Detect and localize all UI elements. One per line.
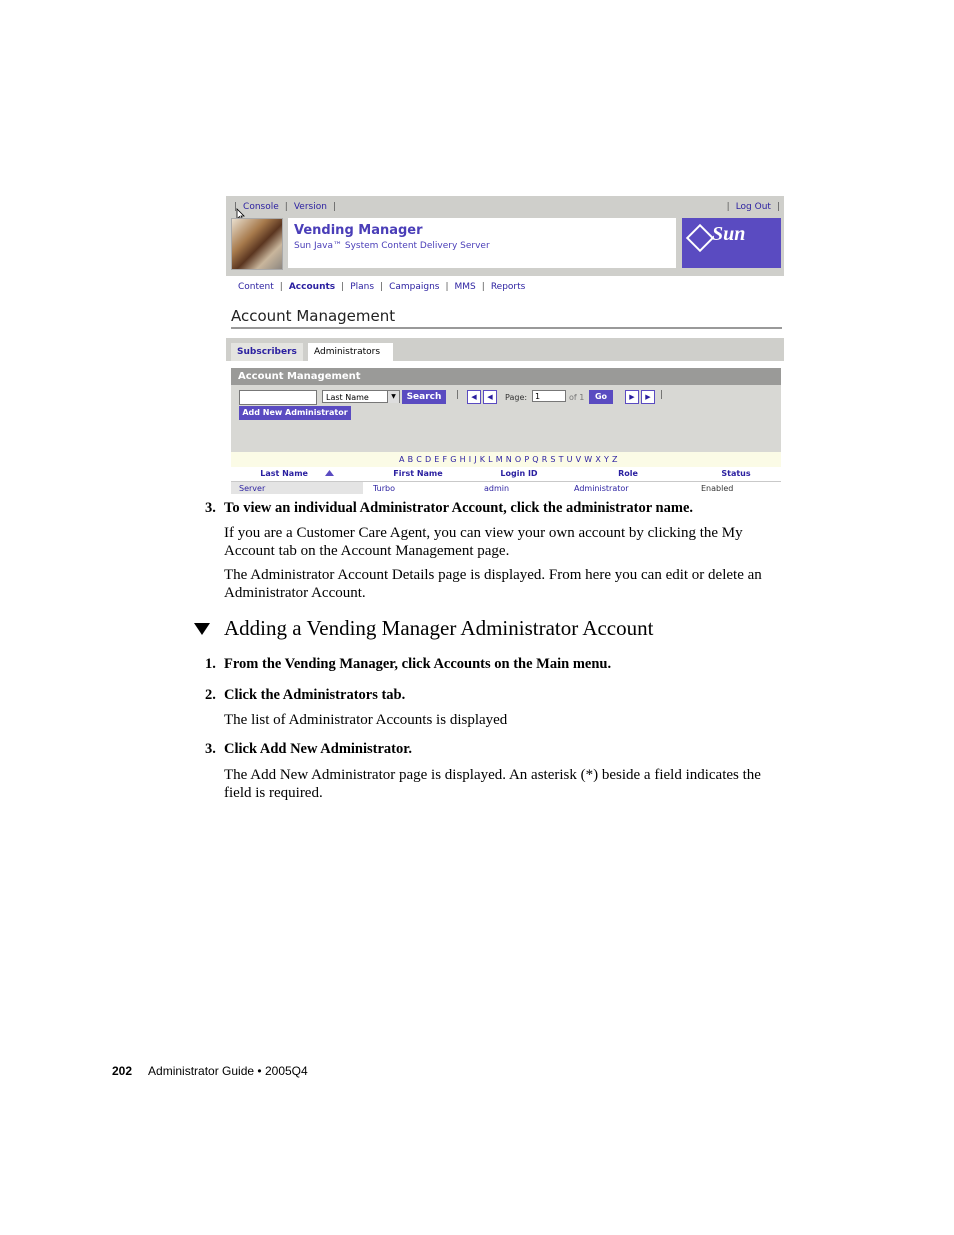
go-button[interactable]: Go <box>589 390 613 404</box>
cell-last-name[interactable]: Server <box>239 484 266 493</box>
nav-accounts[interactable]: Accounts <box>288 282 336 292</box>
step-click-add: Click Add New Administrator. <box>224 741 412 757</box>
title-divider <box>231 327 782 329</box>
footer-bullet: • <box>257 1064 262 1078</box>
col-role[interactable]: Role <box>565 467 691 482</box>
paragraph-details-page: The Administrator Account Details page is displayed. From here you can edit or delete an Administrator Account. <box>224 567 762 601</box>
page-input[interactable]: 1 <box>532 390 566 402</box>
page-title: Account Management <box>231 307 396 325</box>
header-bar <box>226 196 784 276</box>
page-number: 202 <box>112 1064 133 1078</box>
console-link[interactable]: Console <box>243 202 279 212</box>
step-number: 2. <box>205 687 216 703</box>
title-box <box>288 218 676 268</box>
col-status[interactable]: Status <box>691 467 781 482</box>
toolbar-separator: | <box>456 390 460 400</box>
next-page-icon[interactable]: ▶ <box>625 390 639 404</box>
cell-first-name: Turbo <box>373 484 396 493</box>
paragraph-list-displayed: The list of Administrator Accounts is displayed <box>224 712 508 728</box>
nav-mms[interactable]: MMS <box>454 282 476 292</box>
col-last-name-label: Last Name <box>260 469 308 478</box>
step-view-account: To view an individual Administrator Account, click the administrator name. <box>224 500 694 516</box>
nav-reports[interactable]: Reports <box>490 282 526 292</box>
sun-logo-word: Sun <box>712 223 746 245</box>
triangle-bullet-icon <box>194 623 210 635</box>
paragraph-customer-care: If you are a Customer Care Agent, you can view your own account by clicking the My Account tab on the Account Management page. <box>224 525 743 559</box>
version-link[interactable]: Version <box>293 202 327 212</box>
top-links: | Console | Version | <box>234 202 336 212</box>
step-number: 3. <box>205 500 216 516</box>
tab-administrators[interactable]: Administrators <box>308 343 393 361</box>
panel-title: Account Management <box>231 368 781 385</box>
cell-role: Administrator <box>574 484 629 493</box>
page-footer <box>112 1064 308 1078</box>
nav-campaigns[interactable]: Campaigns <box>389 282 440 292</box>
step-click-tab: Click the Administrators tab. <box>224 687 406 703</box>
step-click-accounts: From the Vending Manager, click Accounts on the Main menu. <box>224 656 612 672</box>
sort-ascending-icon <box>325 470 334 476</box>
step-number: 3. <box>205 741 216 757</box>
tab-bar <box>226 338 784 361</box>
cell-status: Enabled <box>701 484 734 493</box>
alphabet-filter <box>231 452 781 467</box>
page-count: of 1 <box>569 393 585 402</box>
account-panel <box>231 368 781 452</box>
col-last-name[interactable] <box>231 467 363 482</box>
app-subtitle: Sun Java™ System Content Delivery Server <box>294 241 490 251</box>
add-new-administrator-button[interactable]: Add New Administrator <box>239 406 351 420</box>
dropdown-arrow-icon: ▼ <box>387 391 399 403</box>
product-photo <box>231 218 283 270</box>
sort-select-value: Last Name <box>326 393 369 402</box>
section-heading-text: Adding a Vending Manager Administrator Account <box>224 616 654 640</box>
step-number: 1. <box>205 656 216 672</box>
page-label: Page: <box>505 393 528 402</box>
first-page-icon[interactable]: ◀ <box>467 390 481 404</box>
footer-title: Administrator Guide <box>148 1064 255 1078</box>
app-name: Vending Manager <box>294 223 423 238</box>
nav-content[interactable]: Content <box>238 282 274 292</box>
col-first-name[interactable]: First Name <box>363 467 473 482</box>
footer-version: 2005Q4 <box>264 1064 308 1078</box>
logout-link[interactable]: Log Out <box>735 202 771 212</box>
alphabet-links[interactable]: A B C D E F G H I J K L M N O P Q R S T U V W X Y Z <box>399 455 618 464</box>
cell-login-id: admin <box>484 484 510 493</box>
search-button[interactable]: Search <box>402 390 446 404</box>
main-menu: Content | Accounts | Plans | Campaigns | MMS | Reports <box>238 282 526 292</box>
sun-logo <box>682 218 781 268</box>
tab-subscribers[interactable]: Subscribers <box>231 343 303 361</box>
vending-manager-screenshot <box>226 196 784 493</box>
prev-page-icon[interactable]: ◀ <box>483 390 497 404</box>
nav-plans[interactable]: Plans <box>350 282 375 292</box>
col-login-id[interactable]: Login ID <box>473 467 565 482</box>
paragraph-add-page: The Add New Administrator page is displayed. An asterisk (*) beside a field indicates the field is required. <box>224 767 761 801</box>
sun-diamond-icon <box>686 224 714 252</box>
sort-select[interactable] <box>322 390 400 403</box>
right-links: | Log Out | <box>726 202 780 212</box>
last-page-icon[interactable]: ▶ <box>641 390 655 404</box>
search-input[interactable] <box>239 390 317 405</box>
toolbar-separator: | <box>660 390 664 400</box>
